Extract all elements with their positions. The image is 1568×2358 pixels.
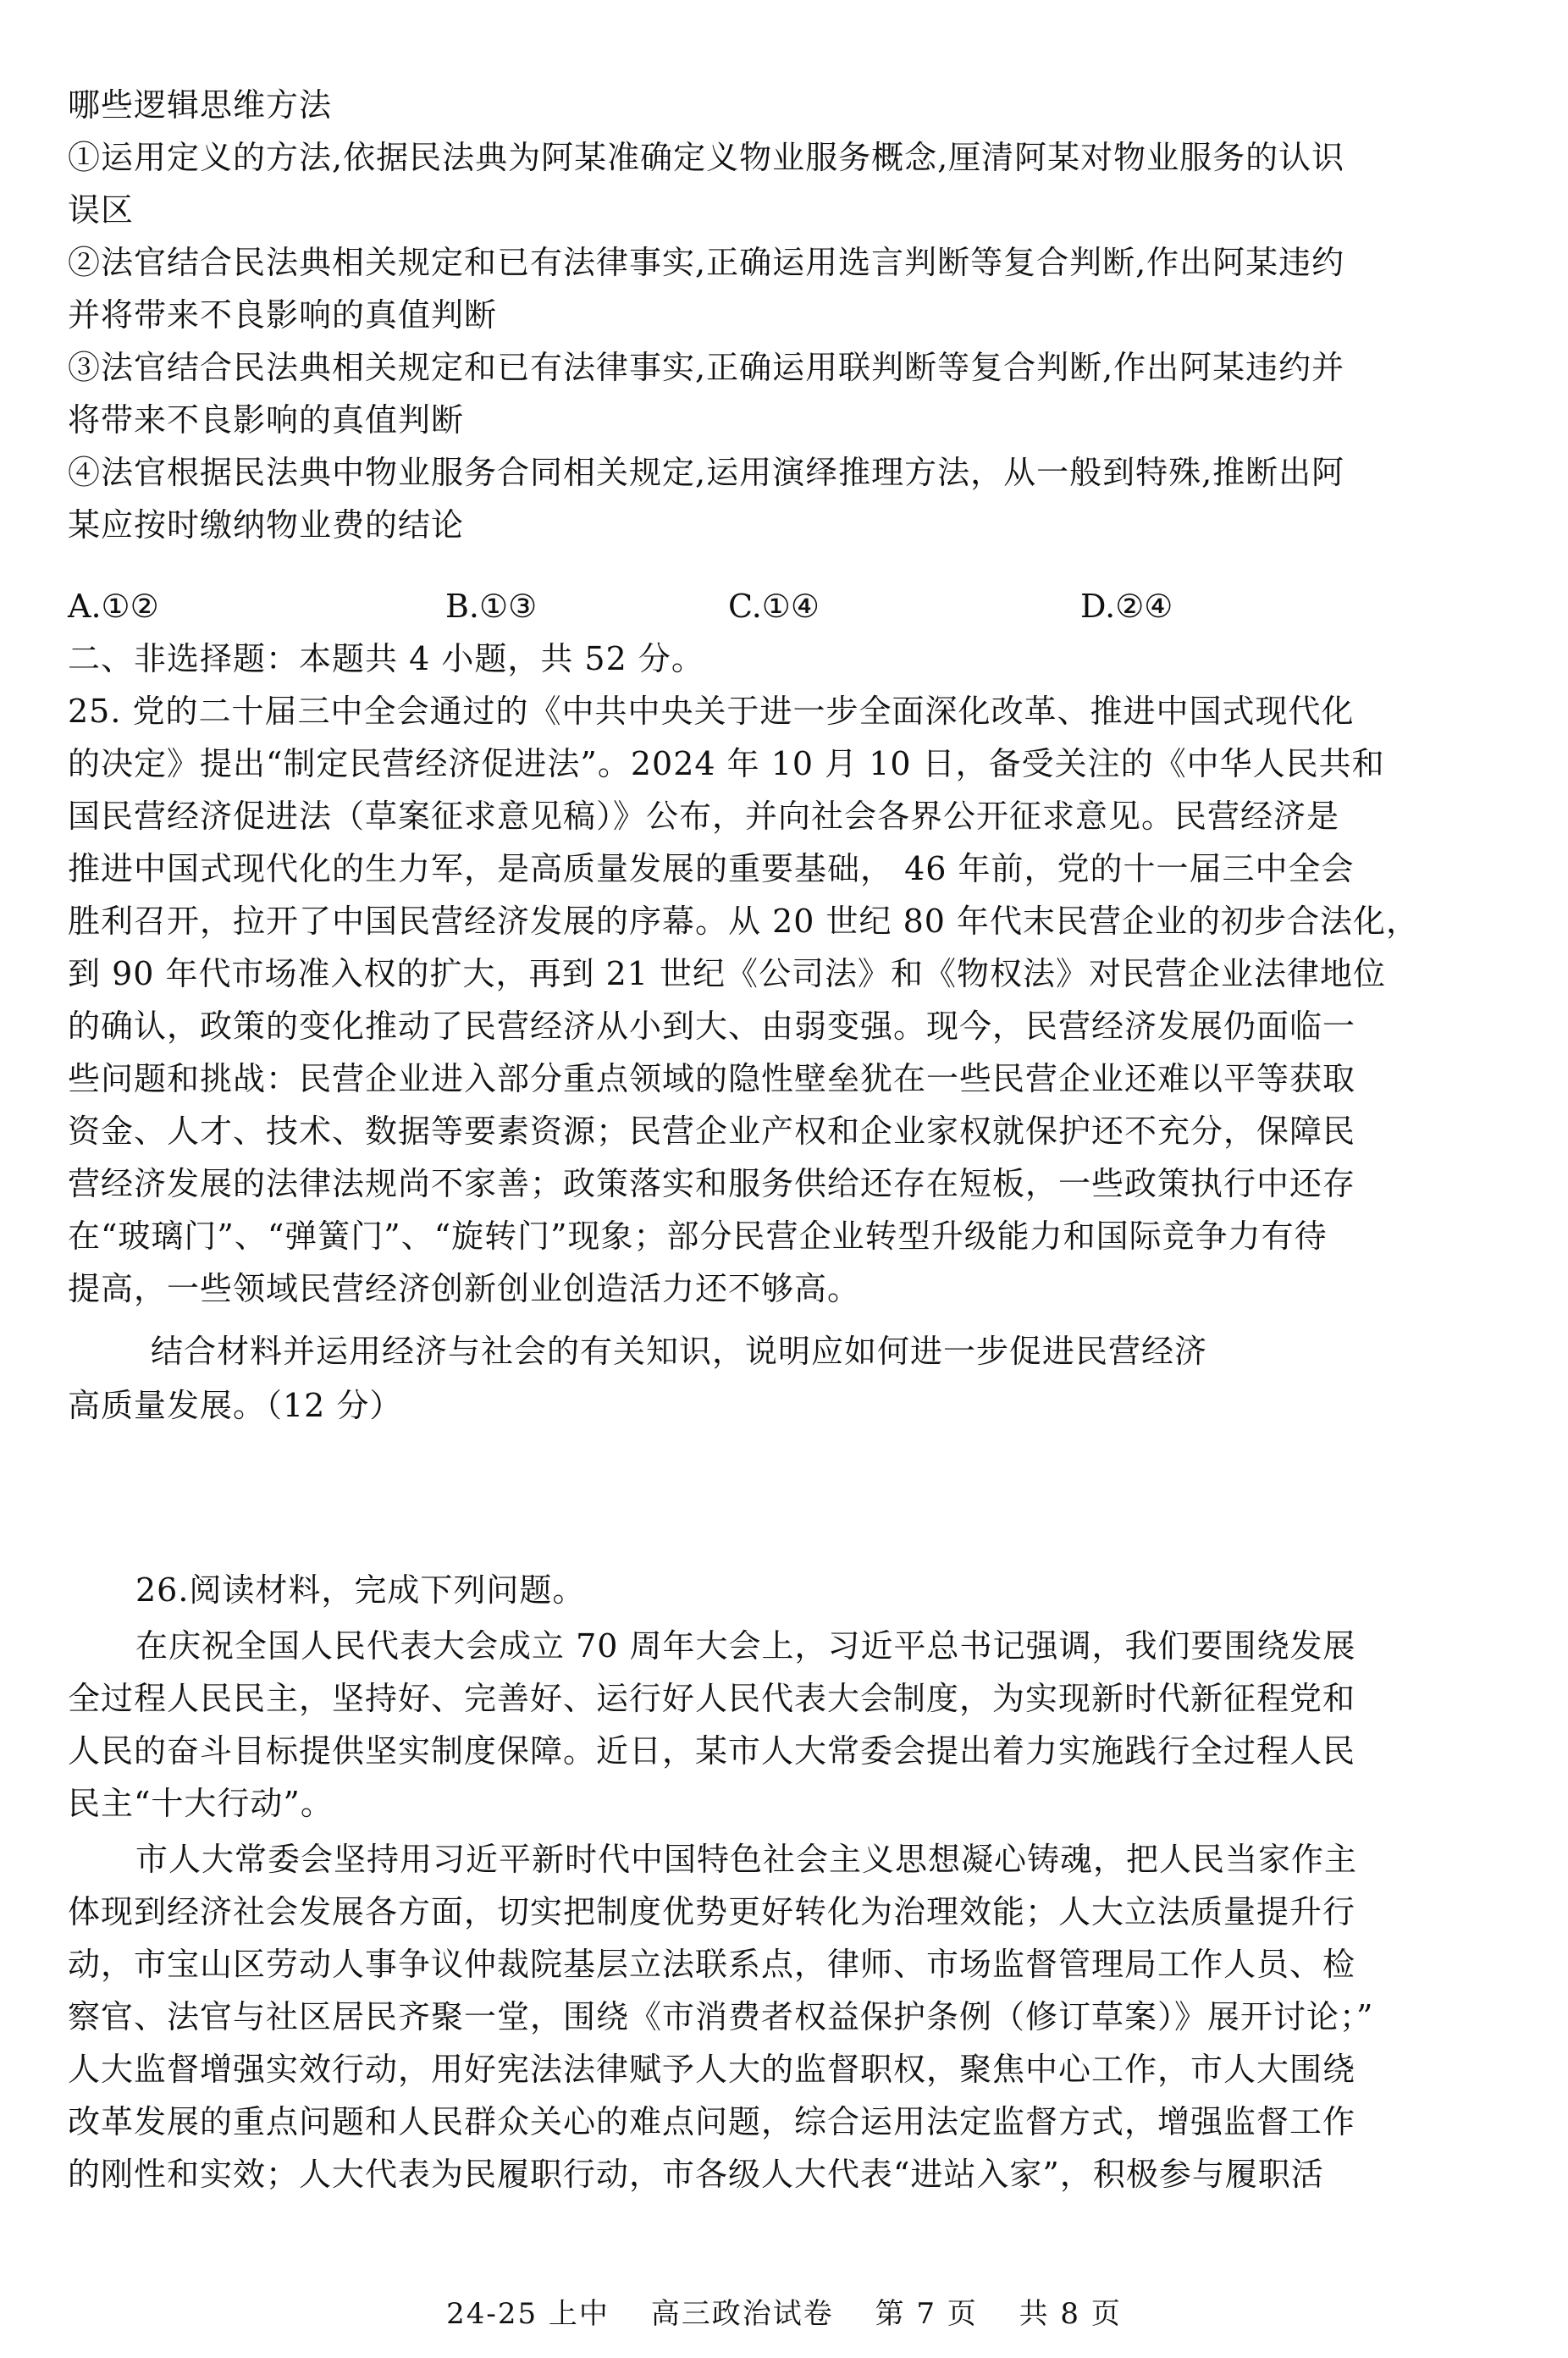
q26-line: 体现到经济社会发展各方面，切实把制度优势更好转化为治理效能；人大立法质量提升行 (68, 1893, 1356, 1930)
q24-line: 并将带来不良影响的真值判断 (68, 296, 498, 334)
q26-line: 民主“十大行动”。 (68, 1785, 334, 1822)
q24-line: 误区 (68, 191, 135, 229)
q25-line: 在“玻璃门”、“弹簧门”、“旋转门”现象；部分民营企业转型升级能力和国际竞争力有待 (68, 1218, 1328, 1255)
q25-task: 结合材料并运用经济与社会的有关知识，说明应如何进一步促进民营经济 (151, 1333, 1208, 1370)
q25-line: 25. 党的二十届三中全会通过的《中共中央关于进一步全面深化改革、推进中国式现代化 (68, 693, 1355, 730)
q24-line: ④法官根据民法典中物业服务合同相关规定,运用演绎推理方法，从一般到特殊,推断出阿 (68, 454, 1345, 491)
q25-line: 国民营经济促进法（草案征求意见稿）》公布，并向社会各界公开征求意见。民营经济是 (68, 798, 1340, 835)
q25-line: 胜利召开，拉开了中国民营经济发展的序幕。从 20 世纪 80 年代末民营企业的初步合法化， (68, 903, 1420, 940)
q26-line: 在庆祝全国人民代表大会成立 70 周年大会上，习近平总书记强调，我们要围绕发展 (135, 1627, 1356, 1665)
footer-total: 共 8 页 (1019, 2297, 1122, 2331)
q26-line: 全过程人民民主，坚持好、完善好、运行好人民代表大会制度，为实现新时代新征程党和 (68, 1680, 1356, 1717)
option-a: A.①② (68, 588, 159, 625)
option-d: D.②④ (1080, 588, 1173, 625)
q26-line: 察官、法官与社区居民齐聚一堂，围绕《市消费者权益保护条例（修订草案）》展开讨论；” (68, 1998, 1374, 2035)
section-heading: 二、非选择题：本题共 4 小题，共 52 分。 (68, 640, 704, 677)
q25-line: 的确认，政策的变化推动了民营经济从小到大、由弱变强。现今，民营经济发展仍面临一 (68, 1008, 1356, 1045)
q25-line: 的决定》提出“制定民营经济促进法”。2024 年 10 月 10 日，备受关注的《中华人民共和 (68, 745, 1385, 782)
option-c: C.①④ (728, 588, 820, 625)
footer-page: 第 7 页 (875, 2297, 978, 2331)
q24-line: ②法官结合民法典相关规定和已有法律事实,正确运用选言判断等复合判断,作出阿某违约 (68, 244, 1345, 281)
q25-line: 资金、人才、技术、数据等要素资源；民营企业产权和企业家权就保护还不充分，保障民 (68, 1113, 1356, 1150)
q24-line: ①运用定义的方法,依据民法典为阿某准确定义物业服务概念,厘清阿某对物业服务的认识 (68, 139, 1345, 176)
q26-line: 动，市宝山区劳动人事争议仲裁院基层立法联系点，律师、市场监督管理局工作人员、检 (68, 1946, 1356, 1983)
footer-exam: 24-25 上中 (446, 2297, 610, 2331)
q26-line: 市人大常委会坚持用习近平新时代中国特色社会主义思想凝心铸魂，把人民当家作主 (135, 1841, 1358, 1878)
q24-line: 将带来不良影响的真值判断 (68, 401, 465, 439)
q24-line: 某应按时缴纳物业费的结论 (68, 506, 465, 544)
option-b: B.①③ (445, 588, 538, 625)
q25-line: 提高，一些领域民营经济创新创业创造活力还不够高。 (68, 1270, 861, 1307)
q26-line: 改革发展的重点问题和人民群众关心的难点问题，综合运用法定监督方式，增强监督工作 (68, 2103, 1356, 2140)
q25-line: 些问题和挑战：民营企业进入部分重点领域的隐性壁垒犹在一些民营企业还难以平等获取 (68, 1060, 1356, 1097)
q24-line: ③法官结合民法典相关规定和已有法律事实,正确运用联判断等复合判断,作出阿某违约并 (68, 349, 1345, 386)
q26-line: 人大监督增强实效行动，用好宪法法律赋予人大的监督职权，聚焦中心工作，市人大围绕 (68, 2051, 1356, 2088)
footer-subject: 高三政治试卷 (650, 2297, 834, 2331)
q25-line: 到 90 年代市场准入权的扩大，再到 21 世纪《公司法》和《物权法》对民营企业法律地位 (68, 955, 1387, 992)
q25-line: 营经济发展的法律法规尚不家善；政策落实和服务供给还存在短板，一些政策执行中还存 (68, 1165, 1356, 1202)
q25-line: 推进中国式现代化的生力军，是高质量发展的重要基础， 46 年前，党的十一届三中全会 (68, 850, 1355, 887)
q25-task: 高质量发展。（12 分） (68, 1387, 403, 1424)
q26-line: 的刚性和实效；人大代表为民履职行动，市各级人大代表“进站入家”，积极参与履职活 (68, 2156, 1324, 2193)
q24-line: 哪些逻辑思维方法 (68, 86, 333, 124)
q26-line: 人民的奋斗目标提供坚实制度保障。近日，某市人大常委会提出着力实施践行全过程人民 (68, 1732, 1356, 1770)
q26-title: 26.阅读材料，完成下列问题。 (135, 1571, 586, 1609)
page-footer (0, 2290, 1568, 2332)
